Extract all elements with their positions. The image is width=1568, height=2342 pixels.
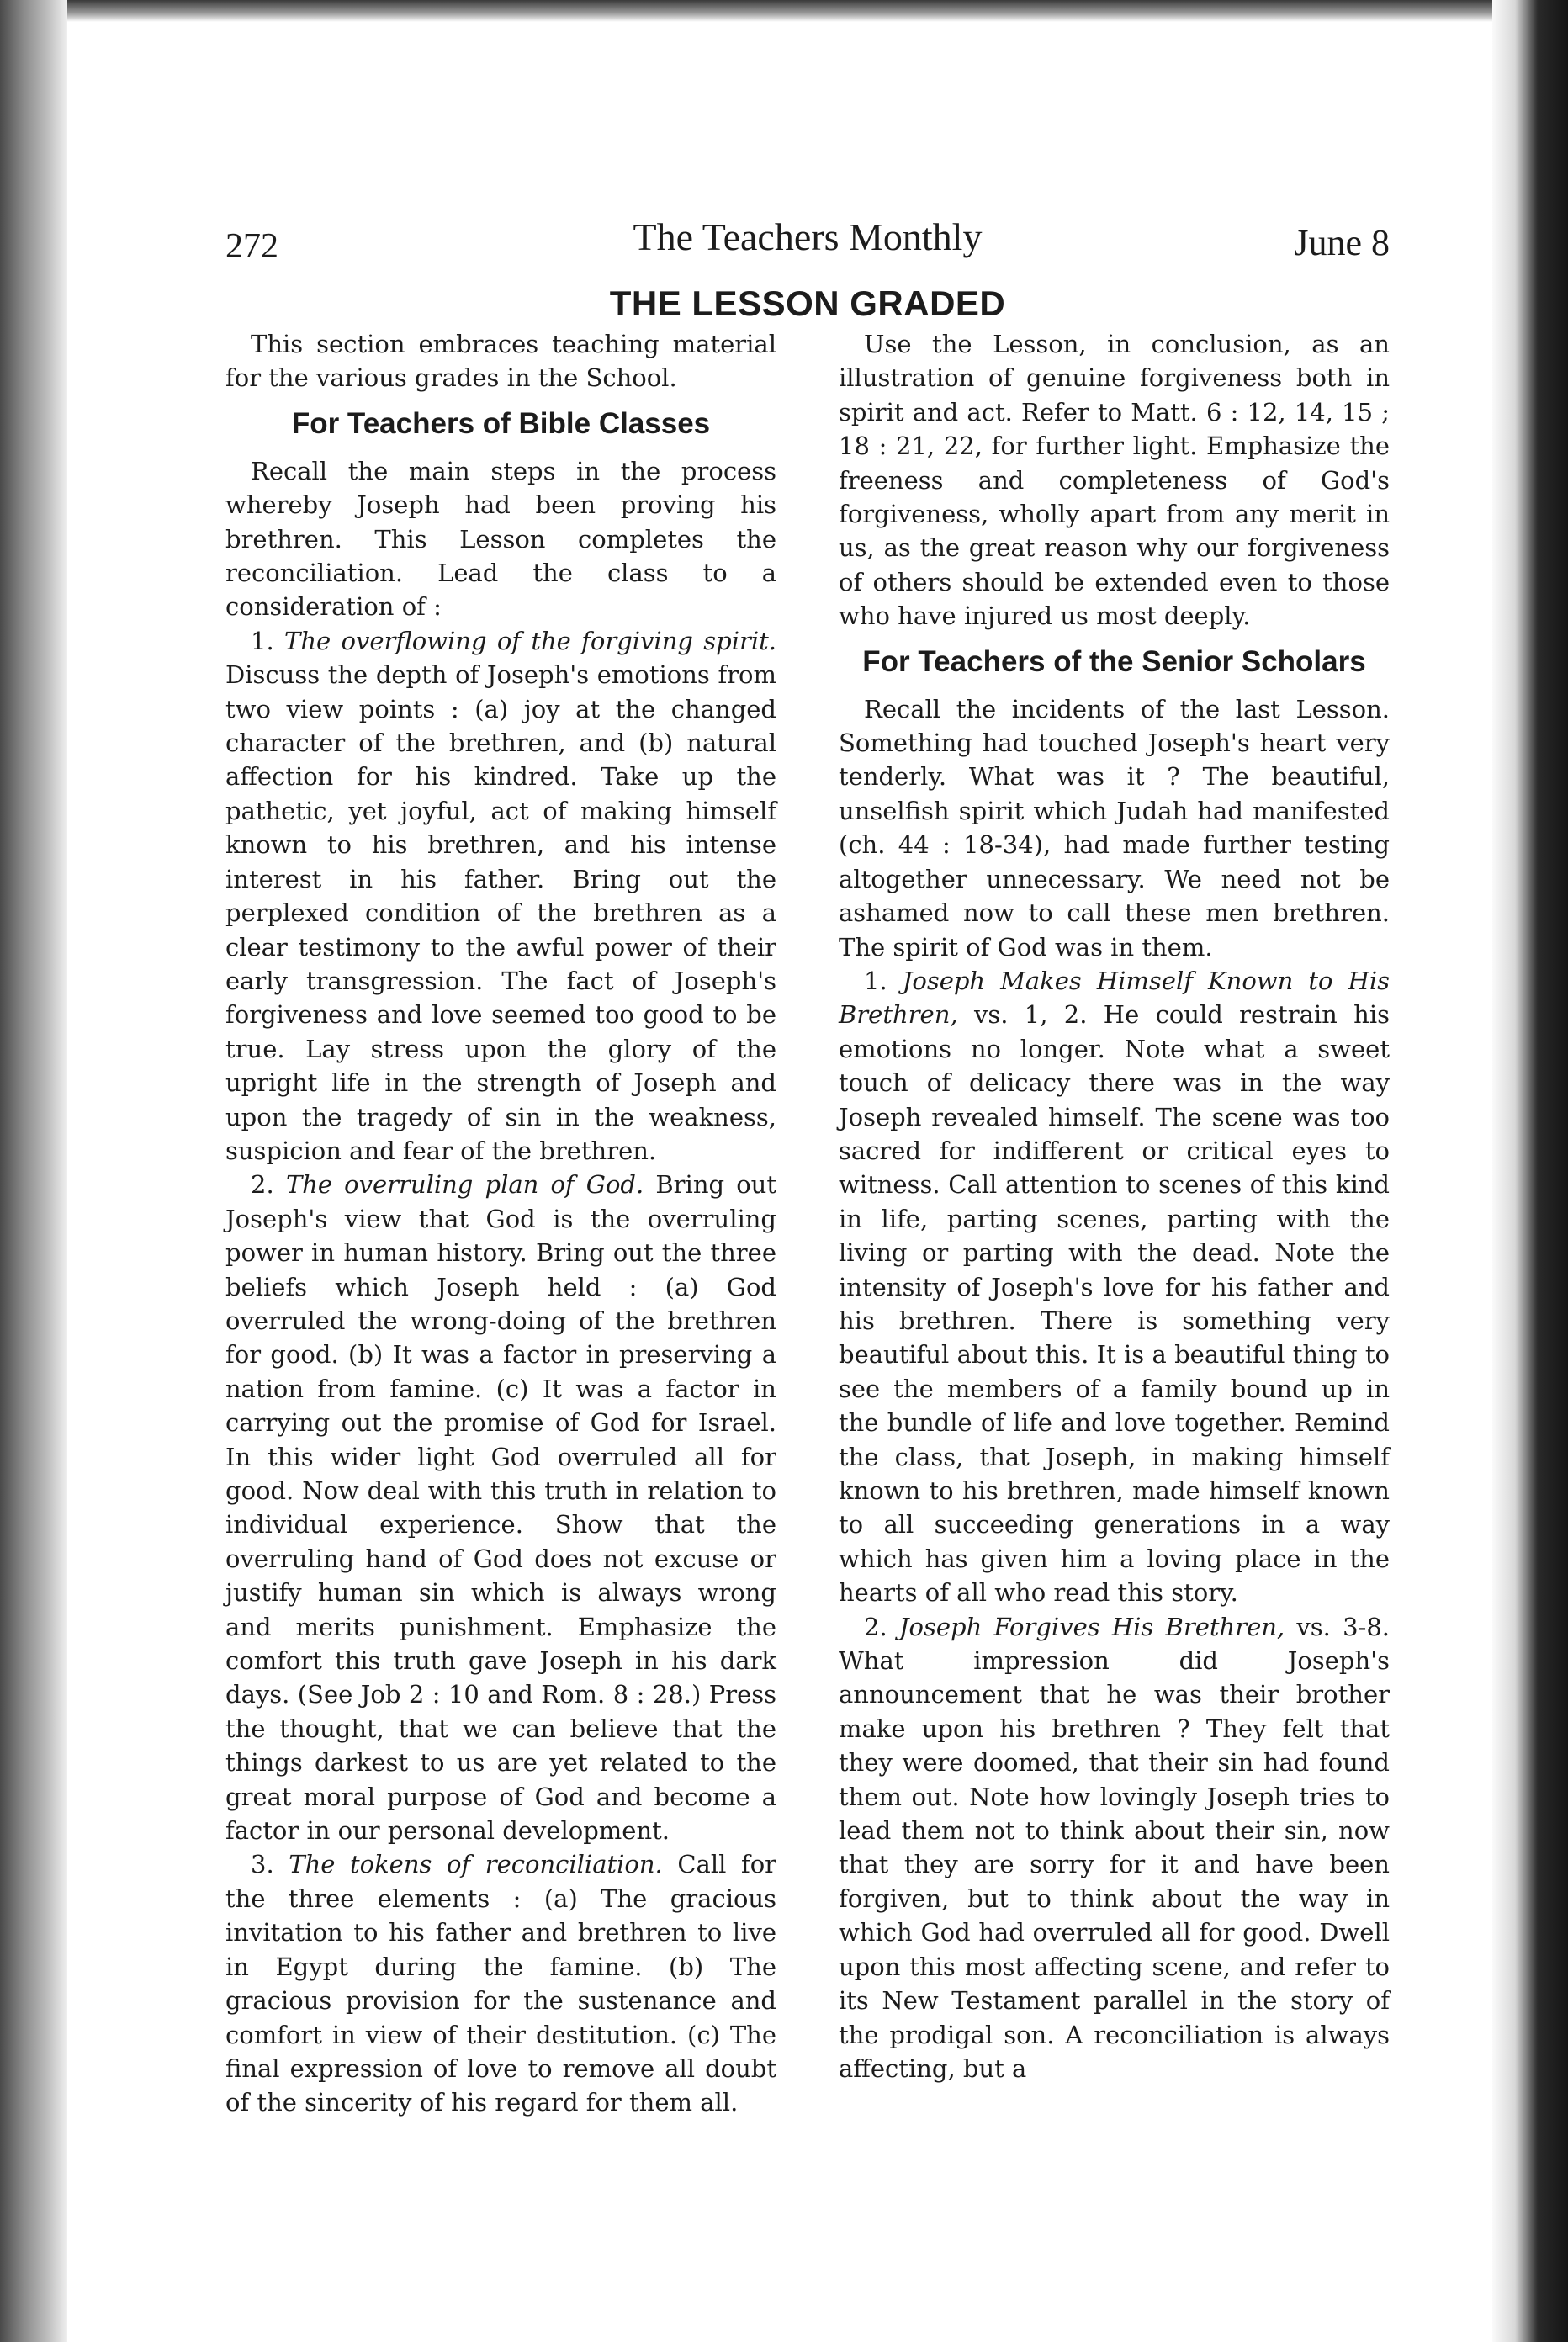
item-lead: The overflowing of the forgiving spirit. [284,626,777,655]
numbered-paragraph [225,1847,776,2119]
item-lead: Joseph Forgives His Brethren, [898,1612,1285,1641]
numbered-paragraph [225,624,776,1168]
item-number: 3. [251,1850,274,1879]
right-column [839,327,1390,2120]
item-body: Call for the three elements : (a) The gracious invitation to his father and brethren to live in Egypt during the famine. (b) The gracious provision for the sustenance and comfort in view of their destitution. (c) The final expression of love to remove all doubt of the sincerity of his regard for them all. [225,1850,777,2117]
paragraph: Recall the main steps in the process whereby Joseph had been proving his brethren. This Lesson completes the reconciliation. Lead the class to a consideration of : [225,456,776,622]
page-number: 272 [225,227,278,266]
page [225,215,1391,2117]
intro-paragraph: This section embraces teaching material for the various grades in the School. [225,330,776,393]
item-lead: The overruling plan of God. [285,1170,644,1200]
lesson-title: THE LESSON GRADED [609,283,1006,323]
scan-right-edge [1492,0,1568,2342]
scan-top-edge [0,0,1568,22]
numbered-paragraph [225,1168,776,1847]
journal-title: The Teachers Monthly [633,215,983,258]
section-heading-senior-scholars: For Teachers of the Senior Scholars [862,644,1366,678]
item-body: vs. 3-8. What impression did Joseph's announcement that he was their brother make upon his brethren ? They felt that they were doomed, that their sin had found them out. Note how lovingly Joseph tries to lead them not to think about their sin, now that they are sorry for it and have been forgiven, but to think about the way in which God had overruled all for good. Dwell upon this most affecting scene, and refer to its New Testament parallel in the story of the prodigal son. A reconciliation is always affecting, but a [839,1612,1391,2083]
numbered-paragraph [839,964,1390,1610]
item-number: 2. [864,1612,887,1641]
item-lead: Joseph Makes Himself Known to His Brethren, [839,966,1390,1030]
paragraph: Recall the incidents of the last Lesson. Something had touched Joseph's heart very tenderly. What was it ? The beautiful, unselfish spirit which Judah had manifested (ch. 44 : 18-34), had made further testing altogether unnecessary. We need not be ashamed now to call these men brethren. The spirit of God was in them. [839,694,1390,962]
item-body: Bring out Joseph's view that God is the overruling power in human history. Bring out the three beliefs which Joseph held : (a) God overruled the wrong-doing of the brethren for good. (b) It was a factor in preserving a nation from famine. (c) It was a factor in carrying out the promise of God for Israel. In this wider light God overruled all for good. Now deal with this truth in relation to individual experience. Show that the overruling hand of God does not excuse or justify human sin which is always wrong and merits punishment. Emphasize the comfort this truth gave Joseph in his dark days. (See Job 2 : 10 and Rom. 8 : 28.) Press the thought, that we can believe that the things darkest to us are yet related to the great moral purpose of God and become a factor in our personal development. [225,1170,777,1846]
paragraph: Use the Lesson, in conclusion, as an illustration of genuine forgiveness both in spirit and act. Refer to Matt. 6 : 12, 14, 15 ; 18 : 21, 22, for further light. Emphasize the freeness and completeness of God's forgiveness, wholly apart from any merit in us, as the great reason why our forgiveness of others should be extended even to those who have injured us most deeply. [839,330,1390,631]
item-lead: The tokens of reconciliation. [289,1850,663,1879]
item-number: 2. [251,1170,274,1200]
numbered-paragraph [839,1610,1390,2086]
item-number: 1. [251,626,274,655]
item-number: 1. [864,966,887,995]
scan-left-edge [0,0,67,2342]
running-head [225,215,1390,273]
item-body: Discuss the depth of Joseph's emotions from two view points : (a) joy at the changed character of the brethren, and (b) natural affection for his kindred. Take up the pathetic, yet joyful, act of making himself known to his brethren, and his intense interest in his father. Bring out the perplexed condition of the brethren as a clear testimony to the awful power of their early transgression. The fact of Joseph's forgiveness and love seemed too good to be true. Lay stress upon the glory of the upright life in the strength of Joseph and upon the tragedy of sin in the weakness, suspicion and fear of the brethren. [225,660,776,1165]
article-columns [225,327,1390,2120]
section-heading-bible-classes: For Teachers of Bible Classes [291,406,711,440]
item-body: vs. 1, 2. He could restrain his emotions no longer. Note what a sweet touch of delicacy there was in the way Joseph revealed himself. The scene was too sacred for indifferent or critical eyes to witness. Call attention to scenes of this kind in life, parting scenes, parting with the living or parting with the dead. Note the intensity of Joseph's love for his father and his brethren. There is something very beautiful about this. It is a beautiful thing to see the members of a family bound up in the bundle of life and love together. Remind the class, that Joseph, in making himself known to his brethren, made himself known to all succeeding generations in a way which has given him a loving place in the hearts of all who read this story. [839,1000,1390,1608]
left-column [225,327,776,2120]
issue-date: June 8 [1294,222,1390,263]
